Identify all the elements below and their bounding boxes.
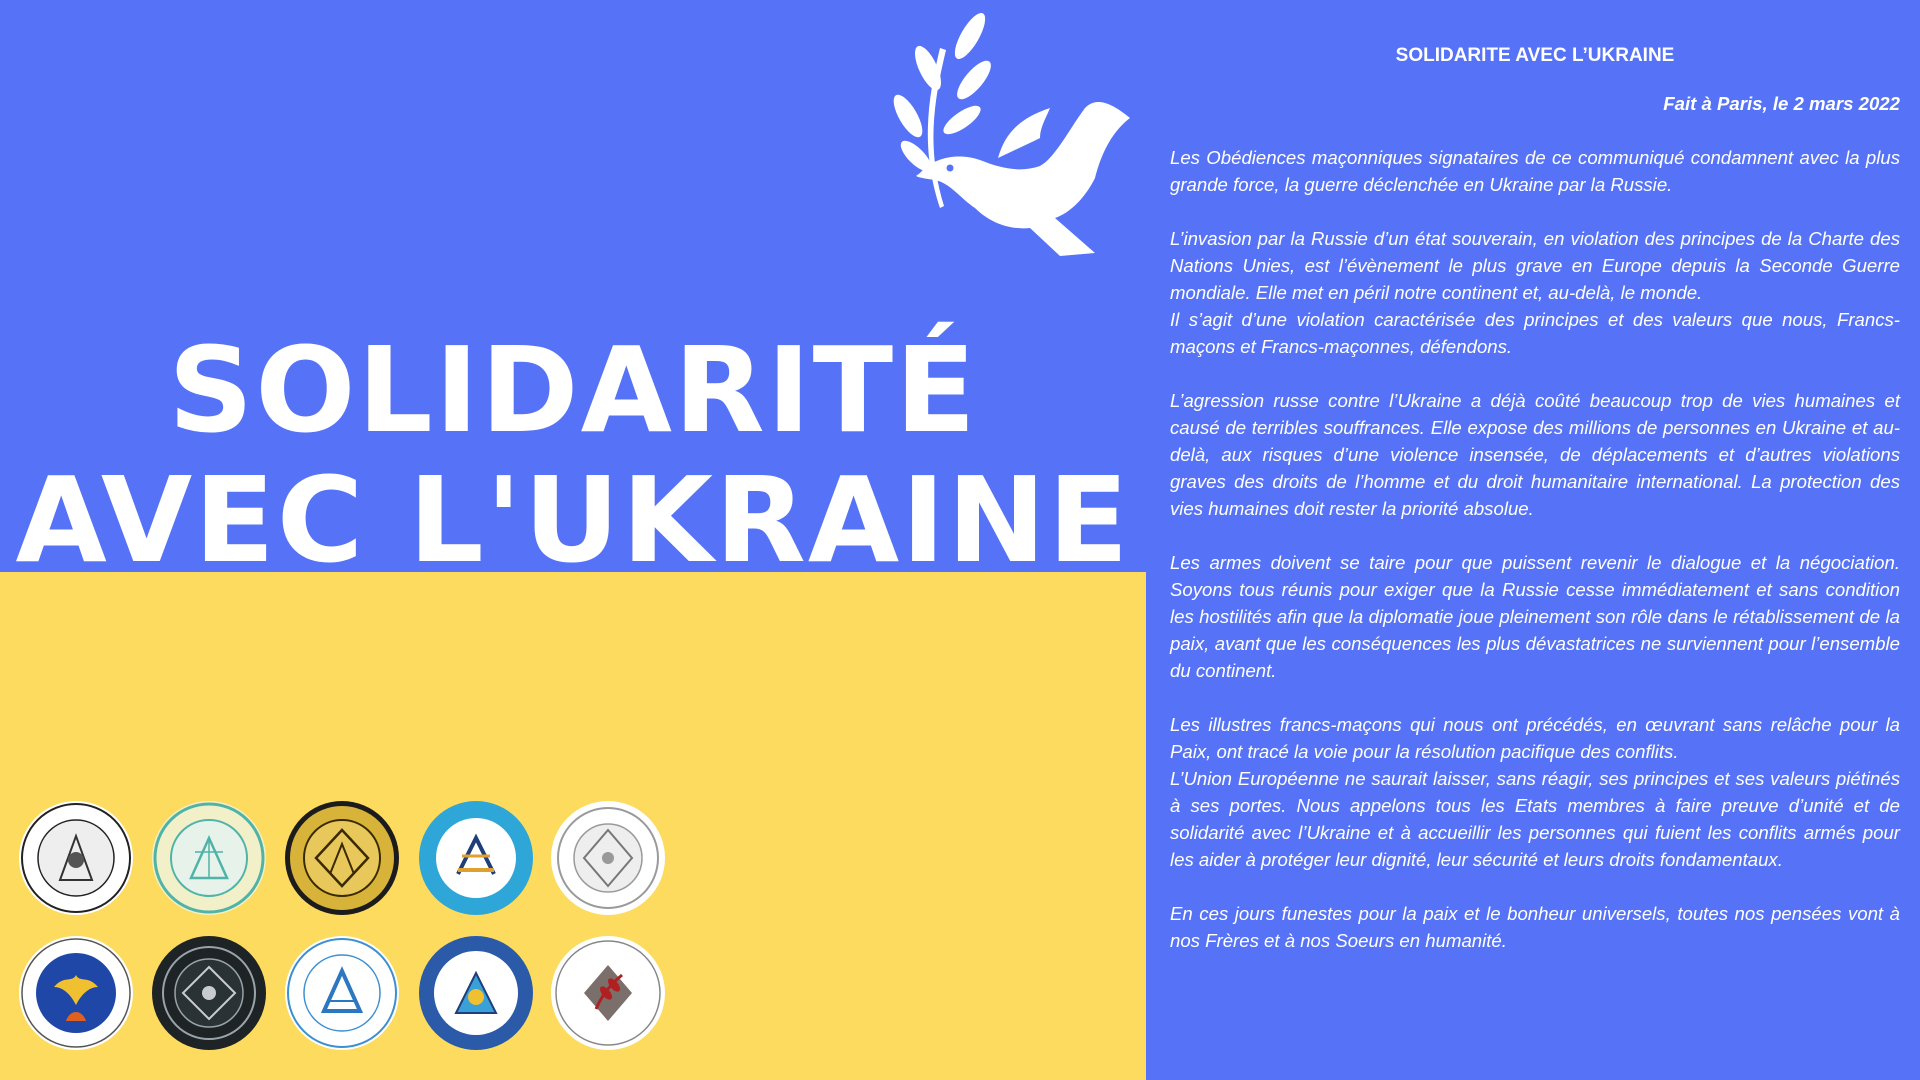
statement-paragraph-2: L’invasion par la Russie d’un état souverain, en violation des principes de la Charte des Nations Unies, est l’évènement le plus grave en Europe depuis la Seconde Guerre mondiale. Elle met en péril notre continent et, au-delà, le monde. bbox=[1170, 228, 1900, 303]
statement-paragraph-3: Il s’agit d’une violation caractérisée des principes et des valeurs que nous, Francs-maçons et Francs-maçonnes, défendons. bbox=[1170, 309, 1900, 357]
statement-paragraph-8: En ces jours funestes pour la paix et le bonheur universels, toutes nos pensées vont à nos Frères et à nos Soeurs en humanité. bbox=[1170, 903, 1900, 951]
headline-line-1: SOLIDARITÉ bbox=[168, 321, 978, 459]
statement bbox=[1170, 42, 1900, 954]
grande-loge-feminine-de-france-seal bbox=[151, 800, 267, 916]
statement-date: Fait à Paris, le 2 mars 2022 bbox=[1663, 93, 1900, 114]
statement-paragraph-7: L’Union Européenne ne saurait laisser, sans réagir, ses principes et ses valeurs piétinés à ses portes. Nous appelons tous les Etats membres à faire preuve d’unité et de solidarité avec l’Ukraine et à accueillir les personnes qui fuient les conflits armés pour les aider à protéger leur dignité, leur sécurité et leurs droits fondamentaux. bbox=[1170, 768, 1900, 870]
grande-loge-de-france-seal bbox=[18, 800, 134, 916]
glamf-seal bbox=[550, 935, 666, 1051]
glmu-seal bbox=[284, 935, 400, 1051]
obedience-seals bbox=[18, 800, 678, 1060]
dove-with-olive-branch-icon bbox=[880, 8, 1140, 284]
statement-paragraph-5: Les armes doivent se taire pour que puissent revenir le dialogue et la négociation. Soyons tous réunis pour exiger que la Russie cesse immédiatement et sans condition les hostilités afin que la diplomatie joue pleinement son rôle dans le rétablissement de la paix, avant que les conséquences les plus dévastatrices ne surviennent pour l’ensemble du continent. bbox=[1170, 552, 1900, 681]
headline bbox=[0, 321, 1146, 589]
statement-paragraph-4: L’agression russe contre l’Ukraine a déjà coûté beaucoup trop de vies humaines et causé de terribles souffrances. Elle expose des millions de personnes en Ukraine et au-delà, aux risques d’une violence insensée, de déplacements et d’autres violations graves des droits de l’homme et du droit humanitaire international. La protection des vies humaines doit rester la priorité absolue. bbox=[1170, 390, 1900, 519]
grande-loge-feminine-memphis-misraim-seal bbox=[418, 935, 534, 1051]
glts-opera-seal bbox=[18, 935, 134, 1051]
statement-paragraph-6: Les illustres francs-maçons qui nous ont précédés, en œuvrant sans relâche pour la Paix, ont tracé la voie pour la résolution pacifique des conflits. bbox=[1170, 714, 1900, 762]
statement-title: SOLIDARITE AVEC L’UKRAINE bbox=[1395, 45, 1675, 66]
statement-paragraph-1: Les Obédiences maçonniques signataires de ce communiqué condamnent avec la plus grande force, la guerre déclenchée en Ukraine par la Russie. bbox=[1170, 147, 1900, 195]
dark-seal bbox=[151, 935, 267, 1051]
rdc-seal bbox=[550, 800, 666, 916]
headline-line-2: AVEC L'UKRAINE bbox=[15, 451, 1131, 589]
droit-humain-seal bbox=[418, 800, 534, 916]
grand-orient-de-france-seal bbox=[284, 800, 400, 916]
